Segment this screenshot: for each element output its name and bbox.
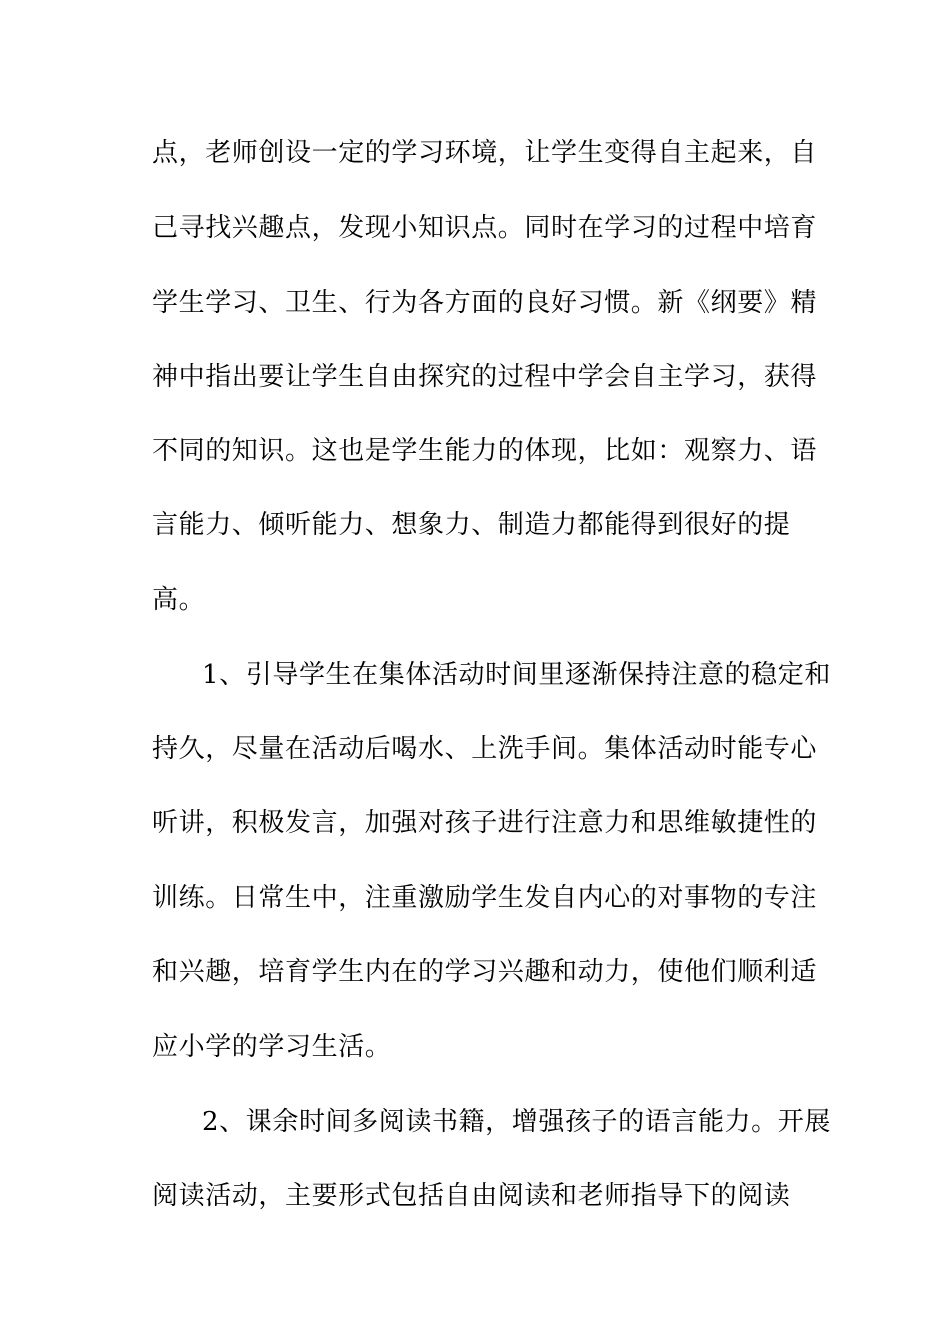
text-line: 应小学的学习生活。 (152, 1032, 392, 1062)
paragraph-1-first-line: 1、引导学生在集体活动时间里逐渐保持注意的稳定和 (202, 660, 831, 690)
text-line: 训练。日常生中，注重激励学生发自内心的对事物的专注 (152, 883, 818, 913)
text-line: 学生学习、卫生、行为各方面的良好习惯。新《纲要》精 (152, 288, 818, 318)
text-line: 和兴趣，培育学生内在的学习兴趣和动力，使他们顺利适 (152, 957, 818, 987)
text-line: 不同的知识。这也是学生能力的体现，比如：观察力、语 (152, 436, 818, 466)
text-line: 言能力、倾听能力、想象力、制造力都能得到很好的提 (152, 510, 791, 540)
text-line: 神中指出要让学生自由探究的过程中学会自主学习，获得 (152, 362, 818, 392)
text-line: 听讲，积极发言，加强对孩子进行注意力和思维敏捷性的 (152, 808, 818, 838)
text-line: 点，老师创设一定的学习环境，让学生变得自主起来，自 (152, 138, 818, 168)
paragraph-2-first-line: 2、课余时间多阅读书籍，增强孩子的语言能力。开展 (202, 1107, 831, 1137)
text-line: 己寻找兴趣点，发现小知识点。同时在学习的过程中培育 (152, 213, 818, 243)
text-line: 阅读活动，主要形式包括自由阅读和老师指导下的阅读 (152, 1181, 791, 1211)
text-line: 高。 (152, 585, 206, 615)
text-line: 持久，尽量在活动后喝水、上洗手间。集体活动时能专心 (152, 734, 818, 764)
